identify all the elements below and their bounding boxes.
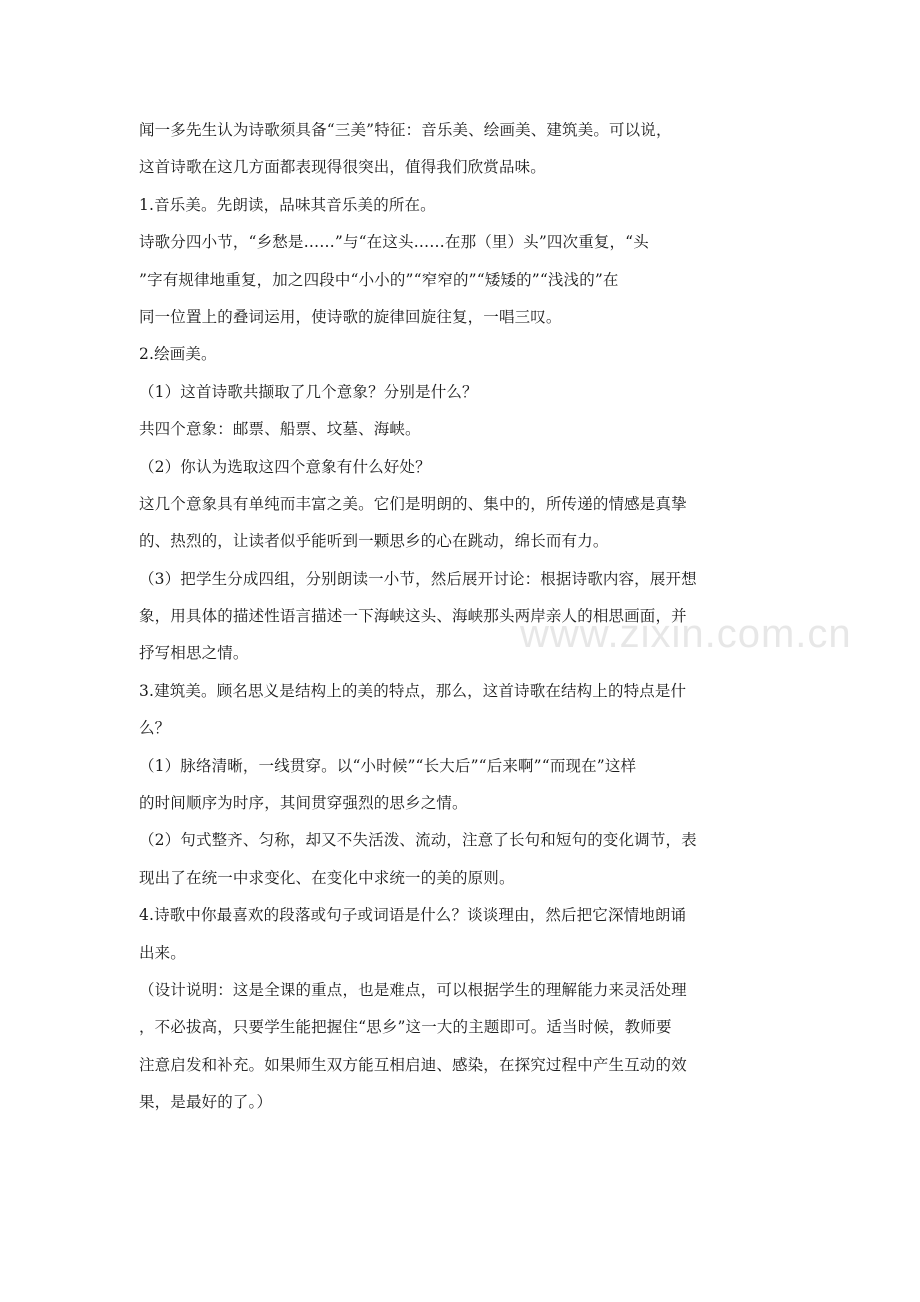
text-line: ，不必拔高，只要学生能把握住“思乡”这一大的主题即可。适当时候，教师要 [139, 1018, 672, 1037]
text-line: ”字有规律地重复，加之四段中“小小的”“窄窄的”“矮矮的”“浅浅的”在 [139, 270, 619, 289]
text-line: （2）你认为选取这四个意象有什么好处？ [139, 457, 431, 476]
text-line: 诗歌分四小节，“乡愁是……”与“在这头……在那（里）头”四次重复，“头 [139, 233, 649, 252]
text-line: 抒写相思之情。 [139, 644, 249, 663]
text-line: 注意启发和补充。如果师生双方能互相启迪、感染，在探究过程中产生互动的效 [139, 1055, 687, 1074]
text-line: （3）把学生分成四组，分别朗读一小节，然后展开讨论：根据诗歌内容，展开想 [139, 569, 697, 588]
text-line: 么？ [139, 719, 171, 738]
text-line: 象，用具体的描述性语言描述一下海峡这头、海峡那头两岸亲人的相思画面，并 [139, 607, 687, 626]
text-line: 这几个意象具有单纯而丰富之美。它们是明朗的、集中的，所传递的情感是真挚 [139, 494, 687, 513]
text-line: （设计说明：这是全课的重点，也是难点，可以根据学生的理解能力来灵活处理 [139, 980, 687, 999]
text-line: 共四个意象：邮票、船票、坟墓、海峡。 [139, 420, 421, 439]
text-line: 果，是最好的了。） [139, 1093, 273, 1112]
text-line: 2.绘画美。 [139, 345, 217, 364]
text-line: 这首诗歌在这几方面都表现得很突出，值得我们欣赏品味。 [139, 158, 546, 177]
text-line: （2）句式整齐、匀称，却又不失活泼、流动，注意了长句和短句的变化调节，表 [139, 831, 697, 850]
text-line: 的、热烈的，让读者似乎能听到一颗思乡的心在跳动，绵长而有力。 [139, 532, 609, 551]
text-line: 同一位置上的叠词运用，使诗歌的旋律回旋往复，一唱三叹。 [139, 307, 562, 326]
watermark: www.zixin.com.cn [520, 612, 852, 656]
text-line: 1.音乐美。先朗读，品味其音乐美的所在。 [139, 195, 436, 214]
text-line: 3.建筑美。顾名思义是结构上的美的特点，那么，这首诗歌在结构上的特点是什 [139, 681, 687, 700]
text-line: 4.诗歌中你最喜欢的段落或句子或词语是什么？谈谈理由，然后把它深情地朗诵 [139, 906, 687, 925]
text-line: 的时间顺序为时序，其间贯穿强烈的思乡之情。 [139, 794, 468, 813]
text-line: 闻一多先生认为诗歌须具备“三美”特征：音乐美、绘画美、建筑美。可以说， [139, 121, 672, 139]
text-line: （1）这首诗歌共撷取了几个意象？分别是什么？ [139, 382, 478, 401]
text-line: 现出了在统一中求变化、在变化中求统一的美的原则。 [139, 868, 515, 887]
text-line: （1）脉络清晰，一线贯穿。以“小时候”“长大后”“后来啊”“而现在”这样 [139, 756, 637, 775]
text-line: 出来。 [139, 943, 186, 962]
